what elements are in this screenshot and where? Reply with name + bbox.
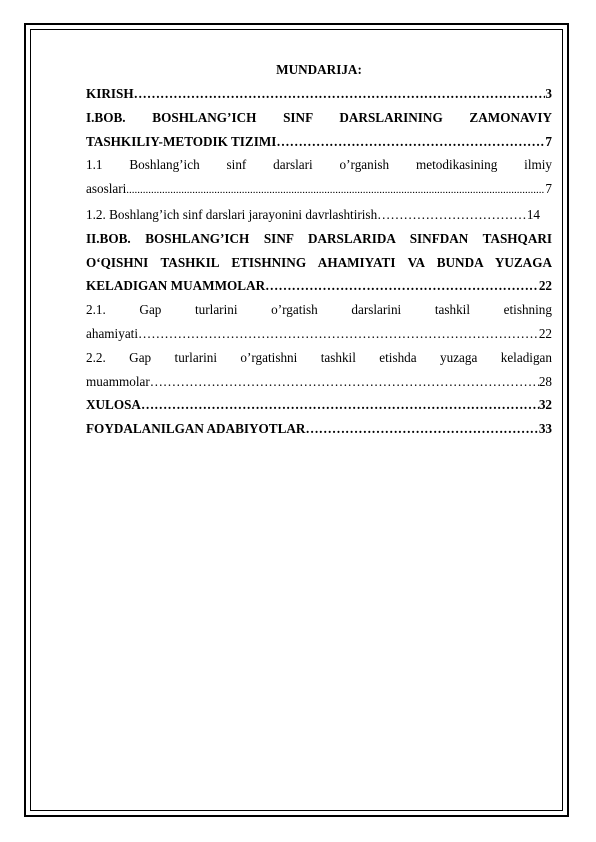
toc-entry-label: KIRISH: [86, 86, 134, 101]
toc-entry-label: 2.1. Gap turlarini o’rgatish darslarini tashkil etishning: [86, 302, 552, 318]
toc-entry-label-cont: muammolar: [86, 373, 150, 389]
toc-entry-section-2-1[interactable]: [86, 298, 552, 346]
toc-entry-section-1-1[interactable]: [86, 153, 552, 203]
toc-leader: [377, 203, 527, 227]
toc-entry-label-cont: O‘QISHNI TASHKIL ETISHNING AHAMIYATI VA BUNDA YUZAGA: [86, 254, 552, 270]
toc-entry-label: XULOSA: [86, 397, 141, 413]
toc-leader: [134, 82, 546, 106]
toc-entry-label: I.BOB. BOSHLANG’ICH SINF DARSLARINING ZAMONAVIY: [86, 109, 552, 125]
toc-leader: [150, 370, 539, 394]
toc-entry-label-cont: asoslari: [86, 181, 127, 197]
toc-leader: [305, 417, 538, 441]
toc-page-number: 33: [538, 421, 552, 437]
toc-leader: [141, 393, 539, 417]
toc-entry-label-cont: TASHKILIY-METODIK TIZIMI: [86, 133, 277, 149]
page-title: MUNDARIJA:: [276, 62, 362, 77]
toc-page-number: 3: [545, 86, 552, 101]
toc-entry-label: 1.2. Boshlang’ich sinf darslari jarayonini davrlashtirish: [86, 206, 378, 222]
toc-entry-label: 2.2. Gap turlarini o’rgatishni tashkil etishda yuzaga keladigan: [86, 349, 552, 365]
toc-entry-label-cont: ahamiyati: [86, 325, 138, 341]
toc-leader: [265, 274, 539, 298]
toc-entry-chapter-1[interactable]: [86, 106, 552, 154]
toc-page-number: 28: [538, 373, 552, 389]
toc-page-number: 22: [538, 278, 552, 294]
toc-entry-conclusion[interactable]: [86, 393, 552, 417]
toc-entry-chapter-2[interactable]: [86, 227, 552, 298]
toc-leader: [126, 177, 545, 203]
toc-entry-section-2-2[interactable]: [86, 346, 552, 394]
toc-leader: [276, 130, 545, 154]
toc-entry-label: FOYDALANILGAN ADABIYOTLAR: [86, 421, 306, 437]
toc-page-number: 32: [538, 397, 552, 413]
toc-leader: [138, 322, 539, 346]
toc-page-number: 14: [526, 206, 540, 222]
toc-entry-label: 1.1 Boshlang’ich sinf darslari o’rganish metodikasining ilmiy: [86, 157, 552, 173]
toc-page-number: 7: [545, 181, 552, 197]
toc-entry-intro[interactable]: [86, 82, 552, 106]
toc-entry-label-cont: KELADIGAN MUAMMOLAR: [86, 278, 266, 294]
toc-page-number: 7: [545, 133, 552, 149]
toc-entry-section-1-2[interactable]: [86, 203, 552, 227]
table-of-contents: [86, 58, 552, 441]
toc-page-number: 22: [538, 325, 552, 341]
toc-entry-label: II.BOB. BOSHLANG’ICH SINF DARSLARIDA SINFDAN TASHQARI: [86, 230, 552, 246]
toc-entry-references[interactable]: [86, 417, 552, 441]
